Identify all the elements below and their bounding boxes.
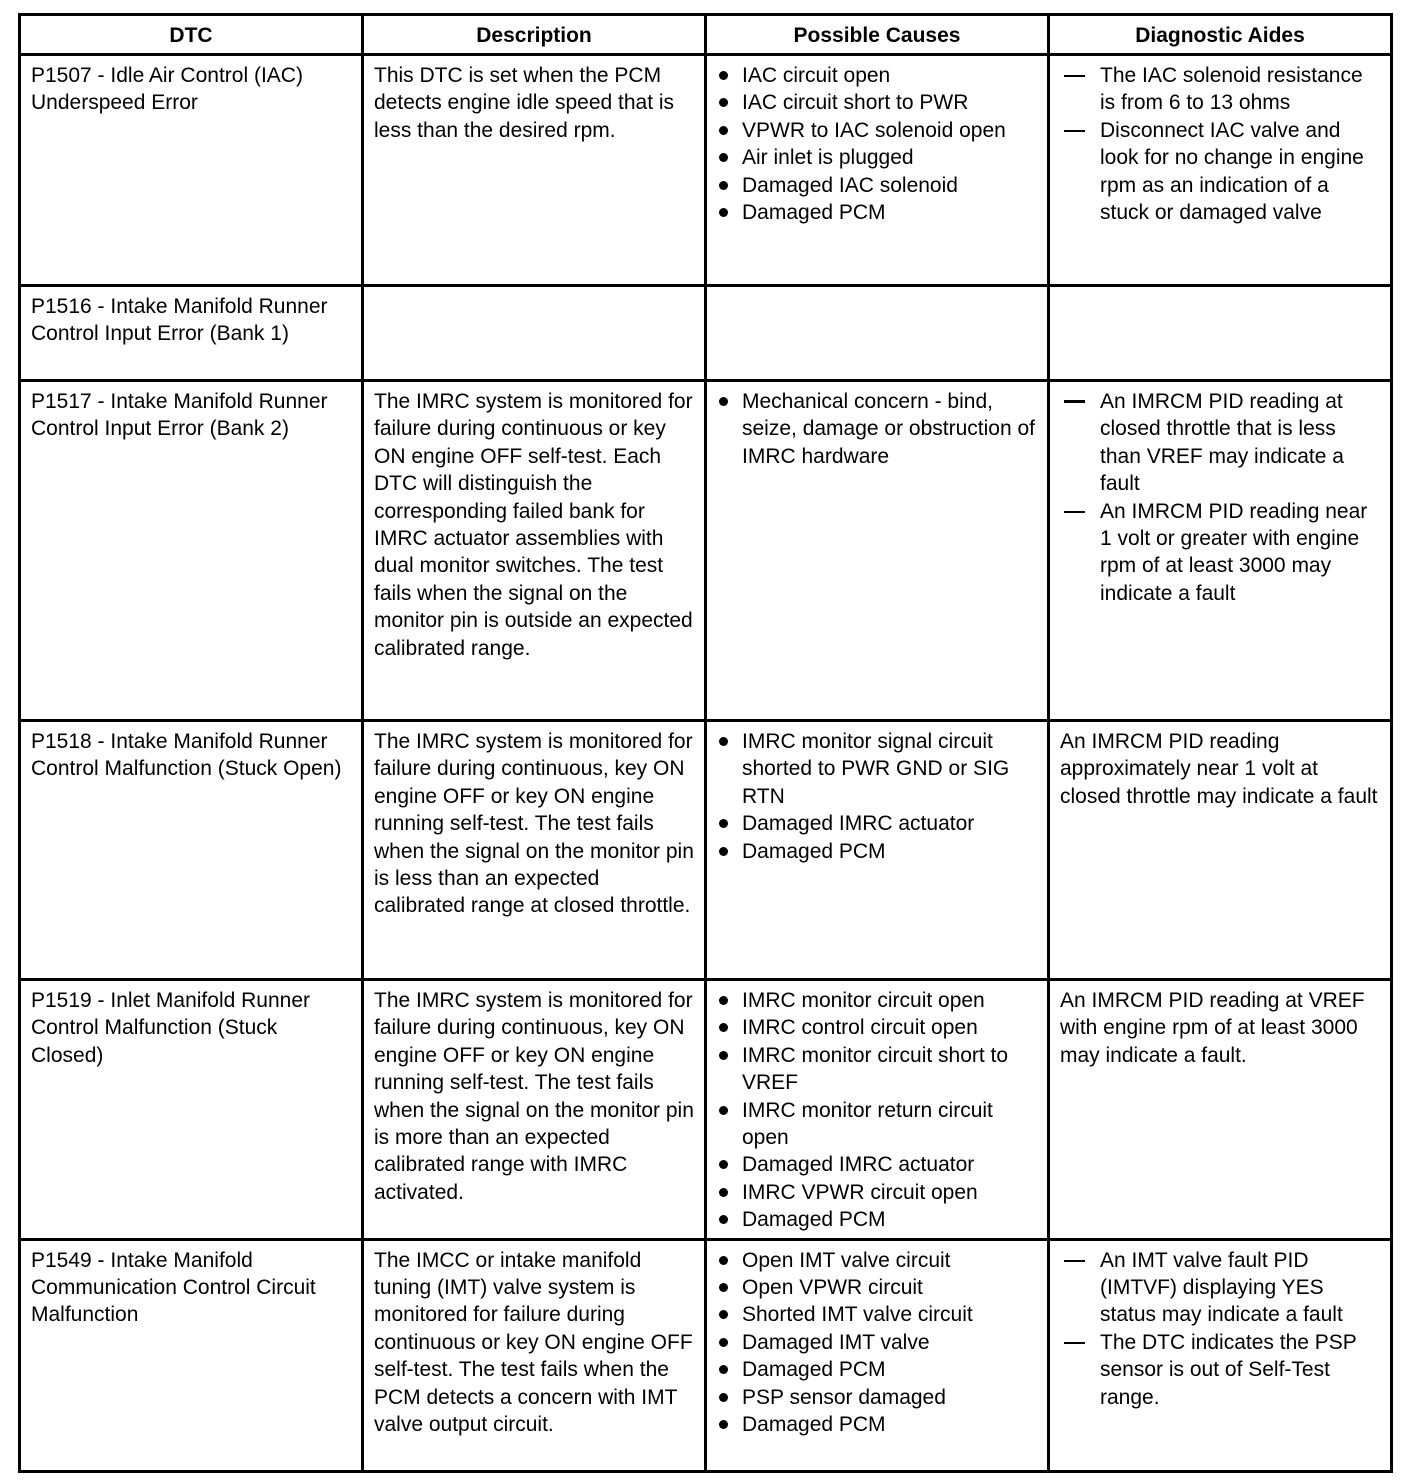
table-row [20, 721, 1392, 980]
header-description: Description [363, 15, 706, 55]
cause-item: Damaged PCM [717, 1411, 1039, 1438]
aide-item: The IAC solenoid resistance is from 6 to 13 ohms [1060, 62, 1382, 117]
aides-list [1060, 388, 1382, 607]
cause-item: Damaged PCM [717, 1356, 1039, 1383]
cause-item: PSP sensor damaged [717, 1384, 1039, 1411]
aides-cell [1049, 1239, 1392, 1471]
aide-item: An IMT valve fault PID (IMTVF) displaying YES status may indicate a fault [1060, 1247, 1382, 1329]
aide-item: The DTC indicates the PSP sensor is out of Self-Test range. [1060, 1329, 1382, 1411]
header-dtc: DTC [20, 15, 363, 55]
aides-cell [1049, 381, 1392, 721]
cause-item: IMRC monitor return circuit open [717, 1097, 1039, 1152]
aides-list [1060, 62, 1382, 226]
table-row [20, 381, 1392, 721]
cause-item: Damaged IMT valve [717, 1329, 1039, 1356]
cause-item: IMRC control circuit open [717, 1014, 1039, 1041]
aides-list [1060, 1247, 1382, 1411]
cause-item: Damaged IMRC actuator [717, 1151, 1039, 1178]
table-row [20, 980, 1392, 1240]
cause-item: Damaged IAC solenoid [717, 172, 1039, 199]
table-row [20, 55, 1392, 286]
header-diagnostic-aides: Diagnostic Aides [1049, 15, 1392, 55]
cause-item: IMRC monitor signal circuit shorted to PWR GND or SIG RTN [717, 728, 1039, 810]
causes-cell [706, 721, 1049, 980]
cause-item: IAC circuit short to PWR [717, 89, 1039, 116]
aide-item: An IMRCM PID reading near 1 volt or greater with engine rpm of at least 3000 may indicate a fault [1060, 498, 1382, 608]
aides-cell: An IMRCM PID reading approximately near 1 volt at closed throttle may indicate a fault [1049, 721, 1392, 980]
dtc-code-cell: P1519 - Inlet Manifold Runner Control Malfunction (Stuck Closed) [20, 980, 363, 1240]
aide-item: An IMRCM PID reading at closed throttle that is less than VREF may indicate a fault [1060, 388, 1382, 498]
cause-item: IAC circuit open [717, 62, 1039, 89]
table-row [20, 286, 1392, 381]
header-possible-causes: Possible Causes [706, 15, 1049, 55]
dtc-code-cell: P1518 - Intake Manifold Runner Control Malfunction (Stuck Open) [20, 721, 363, 980]
causes-cell [706, 980, 1049, 1240]
cause-item: Damaged PCM [717, 199, 1039, 226]
causes-list [717, 987, 1039, 1234]
description-cell: The IMRC system is monitored for failure during continuous, key ON engine OFF or key ON engine running self-test. The test fails when the signal on the monitor pin is more than an expected calibrated range with IMRC activated. [363, 980, 706, 1240]
cause-item: Open IMT valve circuit [717, 1247, 1039, 1274]
aides-cell [1049, 286, 1392, 381]
description-cell: The IMRC system is monitored for failure during continuous, key ON engine OFF or key ON engine running self-test. The test fails when the signal on the monitor pin is less than an expected calibrated range at closed throttle. [363, 721, 706, 980]
dtc-code-cell: P1549 - Intake Manifold Communication Control Circuit Malfunction [20, 1239, 363, 1471]
cause-item: VPWR to IAC solenoid open [717, 117, 1039, 144]
causes-list [717, 1247, 1039, 1439]
cause-item: Damaged IMRC actuator [717, 810, 1039, 837]
dtc-table [18, 13, 1393, 1473]
causes-cell [706, 1239, 1049, 1471]
description-cell [363, 286, 706, 381]
dtc-code-cell: P1517 - Intake Manifold Runner Control Input Error (Bank 2) [20, 381, 363, 721]
cause-item: IMRC monitor circuit open [717, 987, 1039, 1014]
causes-list [717, 62, 1039, 226]
description-cell: The IMCC or intake manifold tuning (IMT) valve system is monitored for failure during continuous or key ON engine OFF self-test. The test fails when the PCM detects a concern with IMT valve output circuit. [363, 1239, 706, 1471]
description-cell: The IMRC system is monitored for failure during continuous or key ON engine OFF self-test. Each DTC will distinguish the corresponding failed bank for IMRC actuator assemblies with dual monitor switches. The test fails when the signal on the monitor pin is outside an expected calibrated range. [363, 381, 706, 721]
description-cell: This DTC is set when the PCM detects engine idle speed that is less than the desired rpm. [363, 55, 706, 286]
cause-item: Damaged PCM [717, 1206, 1039, 1233]
dtc-sheet [18, 13, 1390, 1473]
cause-item: Shorted IMT valve circuit [717, 1301, 1039, 1328]
cause-item: Open VPWR circuit [717, 1274, 1039, 1301]
header-row [20, 15, 1392, 55]
causes-cell [706, 286, 1049, 381]
cause-item: Mechanical concern - bind, seize, damage or obstruction of IMRC hardware [717, 388, 1039, 470]
causes-cell [706, 381, 1049, 721]
cause-item: Damaged PCM [717, 838, 1039, 865]
aides-cell [1049, 55, 1392, 286]
cause-item: Air inlet is plugged [717, 144, 1039, 171]
cause-item: IMRC monitor circuit short to VREF [717, 1042, 1039, 1097]
causes-list [717, 388, 1039, 470]
aide-item: Disconnect IAC valve and look for no change in engine rpm as an indication of a stuck or damaged valve [1060, 117, 1382, 227]
dtc-code-cell: P1507 - Idle Air Control (IAC) Underspeed Error [20, 55, 363, 286]
dtc-code-cell: P1516 - Intake Manifold Runner Control Input Error (Bank 1) [20, 286, 363, 381]
causes-list [717, 728, 1039, 865]
table-row [20, 1239, 1392, 1471]
causes-cell [706, 55, 1049, 286]
cause-item: IMRC VPWR circuit open [717, 1179, 1039, 1206]
aides-cell: An IMRCM PID reading at VREF with engine rpm of at least 3000 may indicate a fault. [1049, 980, 1392, 1240]
